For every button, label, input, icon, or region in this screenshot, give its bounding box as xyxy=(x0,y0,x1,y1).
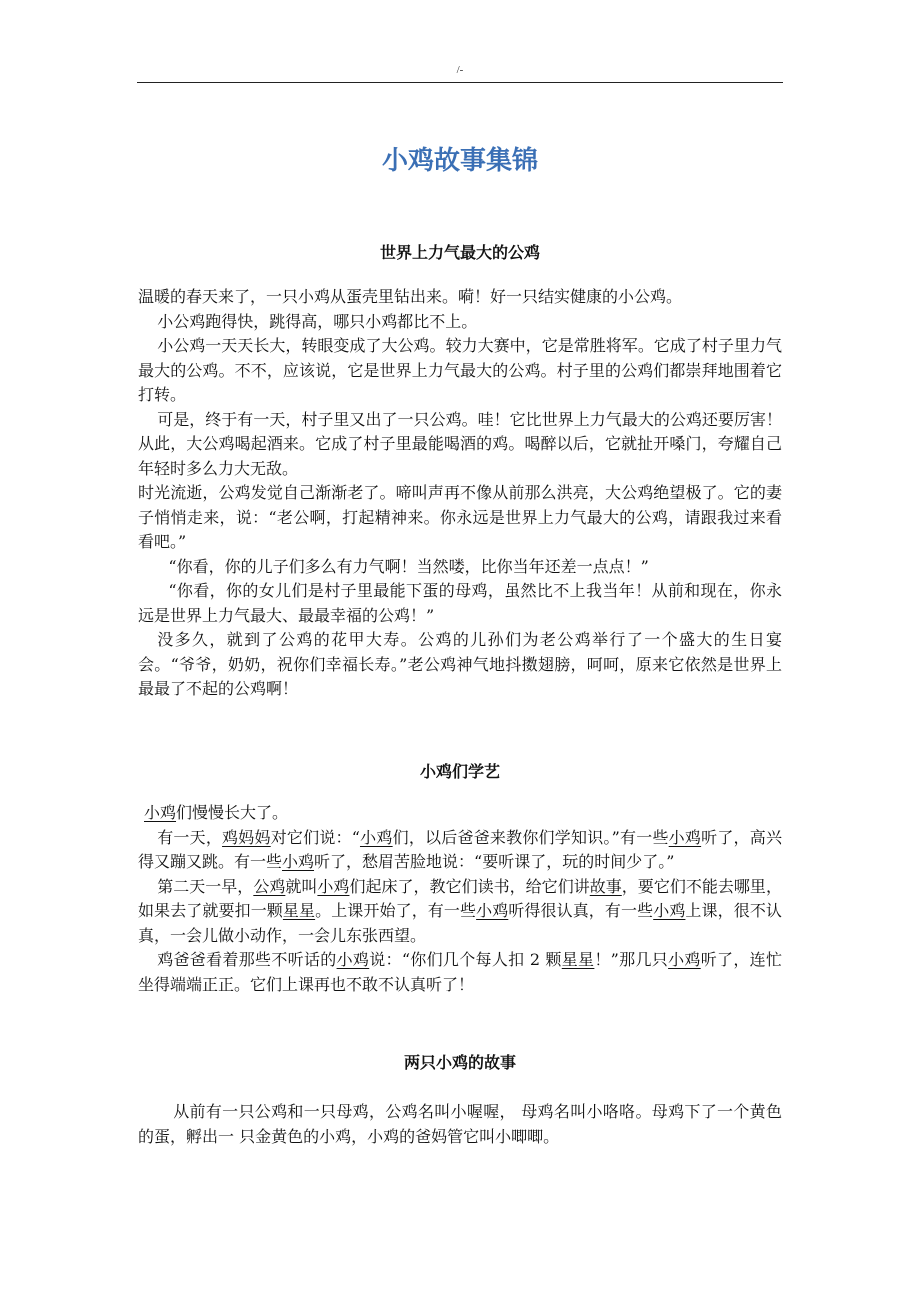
story3-paragraph: 从前有一只公鸡和一只母鸡，公鸡名叫小喔喔， 母鸡名叫小咯咯。母鸡下了一个黄色的蛋，孵出一 只金黄色的小鸡，小鸡的爸妈管它叫小唧唧。 xyxy=(138,1102,782,1146)
keyword-link[interactable]: 公鸡 xyxy=(253,876,286,896)
keyword-link[interactable]: 小鸡 xyxy=(282,852,315,871)
story2-paragraph: 有一天，鸡妈妈对它们说：“小鸡们，以后爸爸来教你们学知识。”有一些小鸡听了，高兴得又蹦又跳。有一些小鸡听了，愁眉苦脸地说：“要听课了，玩的时间少了。” xyxy=(138,827,782,871)
keyword-link[interactable]: 星星 xyxy=(561,950,595,969)
story1-title: 世界上力气最大的公鸡 xyxy=(379,243,540,262)
keyword-link[interactable]: 星星 xyxy=(282,901,316,920)
story1-paragraph: 没多久，就到了公鸡的花甲大寿。公鸡的儿孙们为老公鸡举行了一个盛大的生日宴会。“爷爷，奶奶，祝你们幸福长寿。”老公鸡神气地抖擞翅膀，呵呵，原来它依然是世界上最最了不起的公鸡啊！ xyxy=(138,630,782,698)
story1-paragraph: “你看，你的儿子们多么有力气啊！当然喽，比你当年还差一点点！” xyxy=(168,556,649,576)
keyword-link[interactable]: 小鸡 xyxy=(144,803,177,822)
story1-paragraph: 温暖的春天来了，一只小鸡从蛋壳里钻出来。嗬！好一只结实健康的小公鸡。 xyxy=(138,287,683,306)
keyword-link[interactable]: 故事 xyxy=(589,876,622,896)
story3-body xyxy=(138,1100,782,1149)
story1-paragraph: “你看，你的女儿们是村子里最能下蛋的母鸡，虽然比不上我当年！从前和现在，你永远是世界上力气最大、最最幸福的公鸡！” xyxy=(138,581,782,625)
header-divider xyxy=(137,82,783,83)
keyword-link[interactable]: 小鸡 xyxy=(336,950,370,969)
story3-title: 两只小鸡的故事 xyxy=(403,1053,516,1072)
keyword-link[interactable]: 小鸡 xyxy=(668,950,701,969)
document-title: 小鸡故事集锦 xyxy=(381,146,538,176)
keyword-link[interactable]: 小鸡 xyxy=(476,901,509,920)
story1-paragraph: 时光流逝，公鸡发觉自己渐渐老了。啼叫声再不像从前那么洪亮，大公鸡绝望极了。它的妻子悄悄走来，说：“老公啊，打起精神来。你永远是世界上力气最大的公鸡，请跟我过来看看吧。” xyxy=(138,483,782,551)
keyword-link[interactable]: 鸡妈妈 xyxy=(222,827,271,847)
story1-paragraph: 可是，终于有一天，村子里又出了一只公鸡。哇！它比世界上力气最大的公鸡还要厉害！从此，大公鸡喝起酒来。它成了村子里最能喝酒的鸡。喝醉以后，它就扯开嗓门，夸耀自己年轻时多么力大无敌。 xyxy=(138,409,782,478)
keyword-link[interactable]: 小鸡 xyxy=(653,901,686,920)
keyword-link[interactable]: 小鸡 xyxy=(668,827,702,847)
story1-paragraph: 小公鸡一天天长大，转眼变成了大公鸡。较力大赛中，它是常胜将军。它成了村子里力气最大的公鸡。不不，应该说，它是世界上力气最大的公鸡。村子里的公鸡们都崇拜地围着它打转。 xyxy=(138,336,782,404)
story2-body xyxy=(138,801,782,997)
story2-title: 小鸡们学艺 xyxy=(419,762,500,781)
story2-paragraph: 第二天一早，公鸡就叫小鸡们起床了，教它们读书，给它们讲故事，要它们不能去哪里，如果去了就要扣一颗星星。上课开始了，有一些小鸡听得很认真，有一些小鸡上课，很不认真，一会儿做小动作，一会儿东张西望。 xyxy=(138,876,782,945)
story2-paragraph: 鸡爸爸看着那些不听话的小鸡说：“你们几个每人扣 2 颗星星！”那几只小鸡听了，连忙坐得端端正正。它们上课再也不敢不认真听了！ xyxy=(138,950,782,994)
keyword-link[interactable]: 小鸡 xyxy=(317,876,350,896)
story1-body xyxy=(138,285,782,702)
page-header-mark: /- xyxy=(456,64,464,76)
story2-paragraph: 小鸡们慢慢长大了。 xyxy=(144,803,289,822)
keyword-link[interactable]: 小鸡 xyxy=(359,827,393,847)
story1-paragraph: 小公鸡跑得快，跳得高，哪只小鸡都比不上。 xyxy=(157,311,478,331)
